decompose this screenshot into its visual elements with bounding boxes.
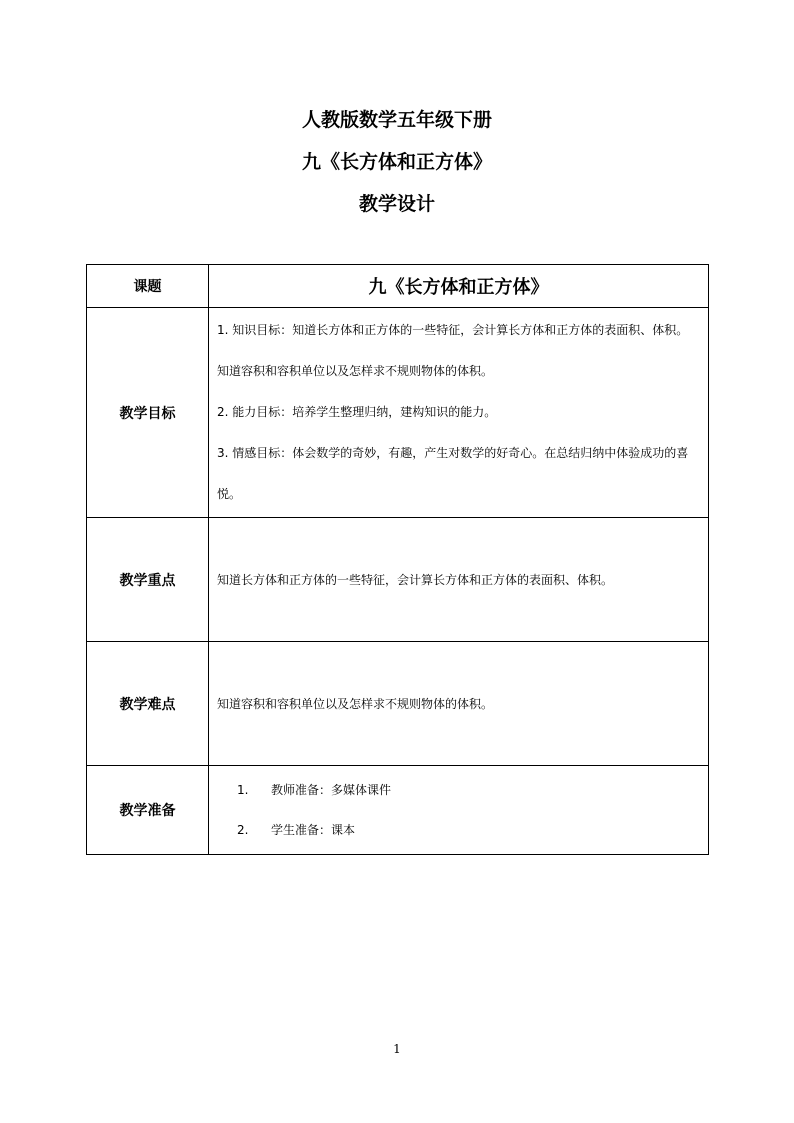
list-item — [237, 810, 708, 850]
table-row-topic — [87, 265, 709, 308]
topic-value: 九《长方体和正方体》 — [209, 265, 709, 308]
goals-label: 教学目标 — [87, 308, 209, 518]
preparation-cell — [209, 766, 709, 855]
preparation-label: 教学准备 — [87, 766, 209, 855]
document-heading: 教学设计 — [358, 193, 435, 215]
goal-item: 1. 知识目标：知道长方体和正方体的一些特征，会计算长方体和正方体的表面积、体积。知道容积和容积单位以及怎样求不规则物体的体积。 — [217, 323, 689, 378]
key-points-cell — [209, 518, 709, 642]
goal-item: 3. 情感目标：体会数学的奇妙，有趣，产生对数学的好奇心。在总结归纳中体验成功的喜悦。 — [217, 446, 689, 501]
list-item — [237, 770, 708, 810]
list-item-text: 教师准备：多媒体课件 — [271, 783, 392, 797]
list-item-number: 1. — [237, 783, 249, 797]
list-item-number: 2. — [237, 823, 249, 837]
document-title: 人教版数学五年级下册 — [301, 109, 492, 131]
lesson-plan-table — [86, 264, 709, 855]
table-row-preparation — [87, 766, 709, 855]
key-points-text: 知道长方体和正方体的一些特征，会计算长方体和正方体的表面积、体积。 — [217, 573, 614, 587]
table-row-key-points — [87, 518, 709, 642]
page-number: 1 — [393, 1042, 401, 1056]
difficulties-label: 教学难点 — [87, 642, 209, 766]
difficulties-text: 知道容积和容积单位以及怎样求不规则物体的体积。 — [217, 697, 494, 711]
goal-item: 2. 能力目标：培养学生整理归纳，建构知识的能力。 — [217, 405, 497, 419]
table-row-difficulties — [87, 642, 709, 766]
document-subtitle: 九《长方体和正方体》 — [301, 151, 492, 173]
goals-cell — [209, 308, 709, 518]
topic-label: 课题 — [87, 265, 209, 308]
key-points-label: 教学重点 — [87, 518, 209, 642]
list-item-text: 学生准备：课本 — [271, 823, 356, 837]
table-row-goals — [87, 308, 709, 518]
difficulties-cell — [209, 642, 709, 766]
preparation-list — [209, 766, 708, 854]
